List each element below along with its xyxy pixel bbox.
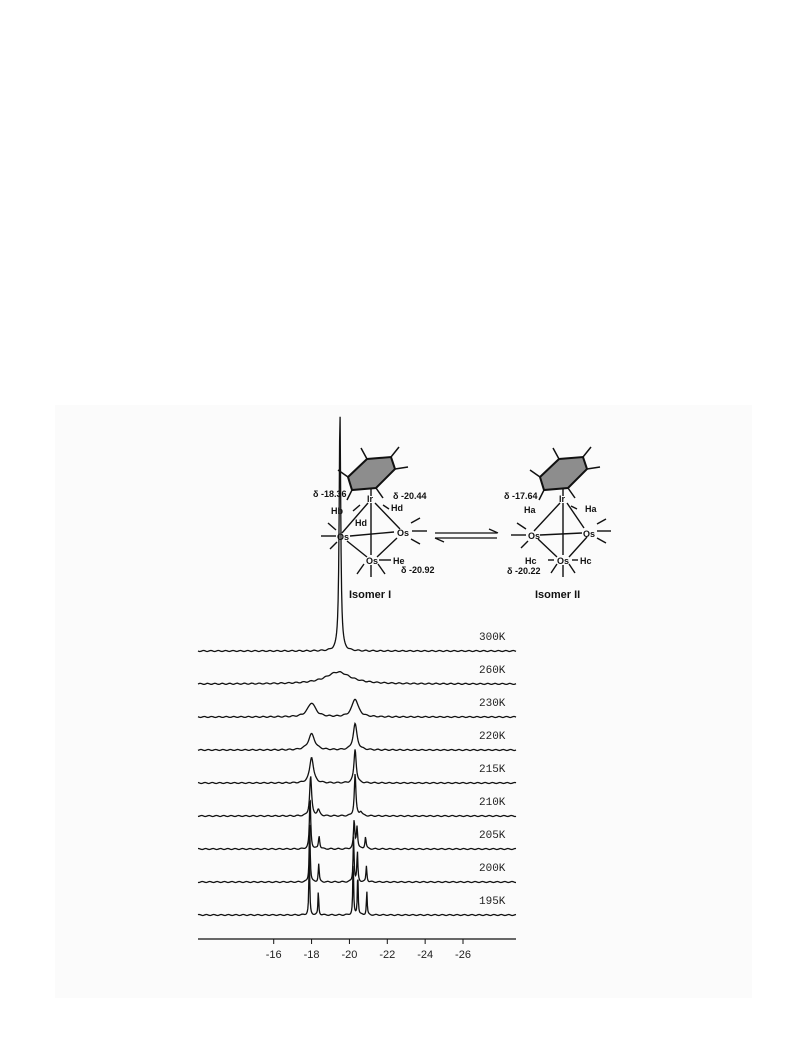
spectrum-trace-210K [198,774,516,817]
isomer-2-shift-c: δ -20.22 [507,566,541,576]
spectrum-trace-260K [198,672,516,685]
isomer-1-title: Isomer I [349,589,392,601]
isomer-1-label-he: He [393,556,405,566]
temperature-label-230K: 230K [479,698,506,710]
temperature-labels [479,632,506,908]
x-tick-label--24: -24 [417,949,434,961]
nmr-spectra-plot [55,405,752,998]
isomer-2-atom-os-bottom: Os [557,556,570,566]
spectrum-trace-300K [198,417,516,652]
temperature-label-195K: 195K [479,896,506,908]
temperature-label-300K: 300K [479,632,506,644]
figure-panel [55,405,752,998]
isomer-2-label-hc-right: Hc [580,556,592,566]
isomer-1-atom-os-right: Os [397,528,410,538]
isomer-1-shift-b: δ -18.36 [313,489,347,499]
isomer-2-label-ha-left: Ha [524,505,536,515]
isomer-2-label-ha-right: Ha [585,504,597,514]
isomer-1-shift-d: δ -20.44 [393,491,427,501]
spectrum-trace-220K [198,724,516,751]
spectrum-trace-230K [198,699,516,717]
isomer-1-label-hd-right: Hd [391,503,403,513]
isomer-1-atom-os-left: Os [337,532,350,542]
x-tick-label--26: -26 [455,949,471,961]
isomer-1-atom-os-bottom: Os [366,556,379,566]
isomer-2-label-hc-left: Hc [525,556,537,566]
spectrum-trace-215K [198,749,516,783]
equilibrium-arrows [435,529,498,542]
temperature-label-215K: 215K [479,764,506,776]
isomer-2-atom-ir: Ir [559,494,566,504]
isomer-2-atom-os-right: Os [583,529,596,539]
isomer-2-shift-a: δ -17.64 [504,491,538,501]
isomer-1-structure [313,447,434,601]
temperature-label-260K: 260K [479,665,506,677]
isomer-2-atom-os-left: Os [528,531,541,541]
isomer-2-title: Isomer II [535,589,581,601]
temperature-label-220K: 220K [479,731,506,743]
spectra-traces [198,417,516,916]
x-axis [198,939,516,961]
isomer-1-label-hb: Hb [331,506,343,516]
isomer-2-structure [504,447,611,601]
isomer-1-label-hd-left: Hd [355,518,367,528]
isomer-1-shift-e: δ -20.92 [401,565,435,575]
x-tick-label--22: -22 [379,949,396,961]
x-tick-label--18: -18 [303,949,320,961]
temperature-label-205K: 205K [479,830,506,842]
temperature-label-210K: 210K [479,797,506,809]
x-tick-label--16: -16 [265,949,282,961]
isomer-1-atom-ir: Ir [367,494,374,504]
x-tick-label--20: -20 [341,949,358,961]
temperature-label-200K: 200K [479,863,506,875]
isomer-2-arene-ring [530,447,600,500]
